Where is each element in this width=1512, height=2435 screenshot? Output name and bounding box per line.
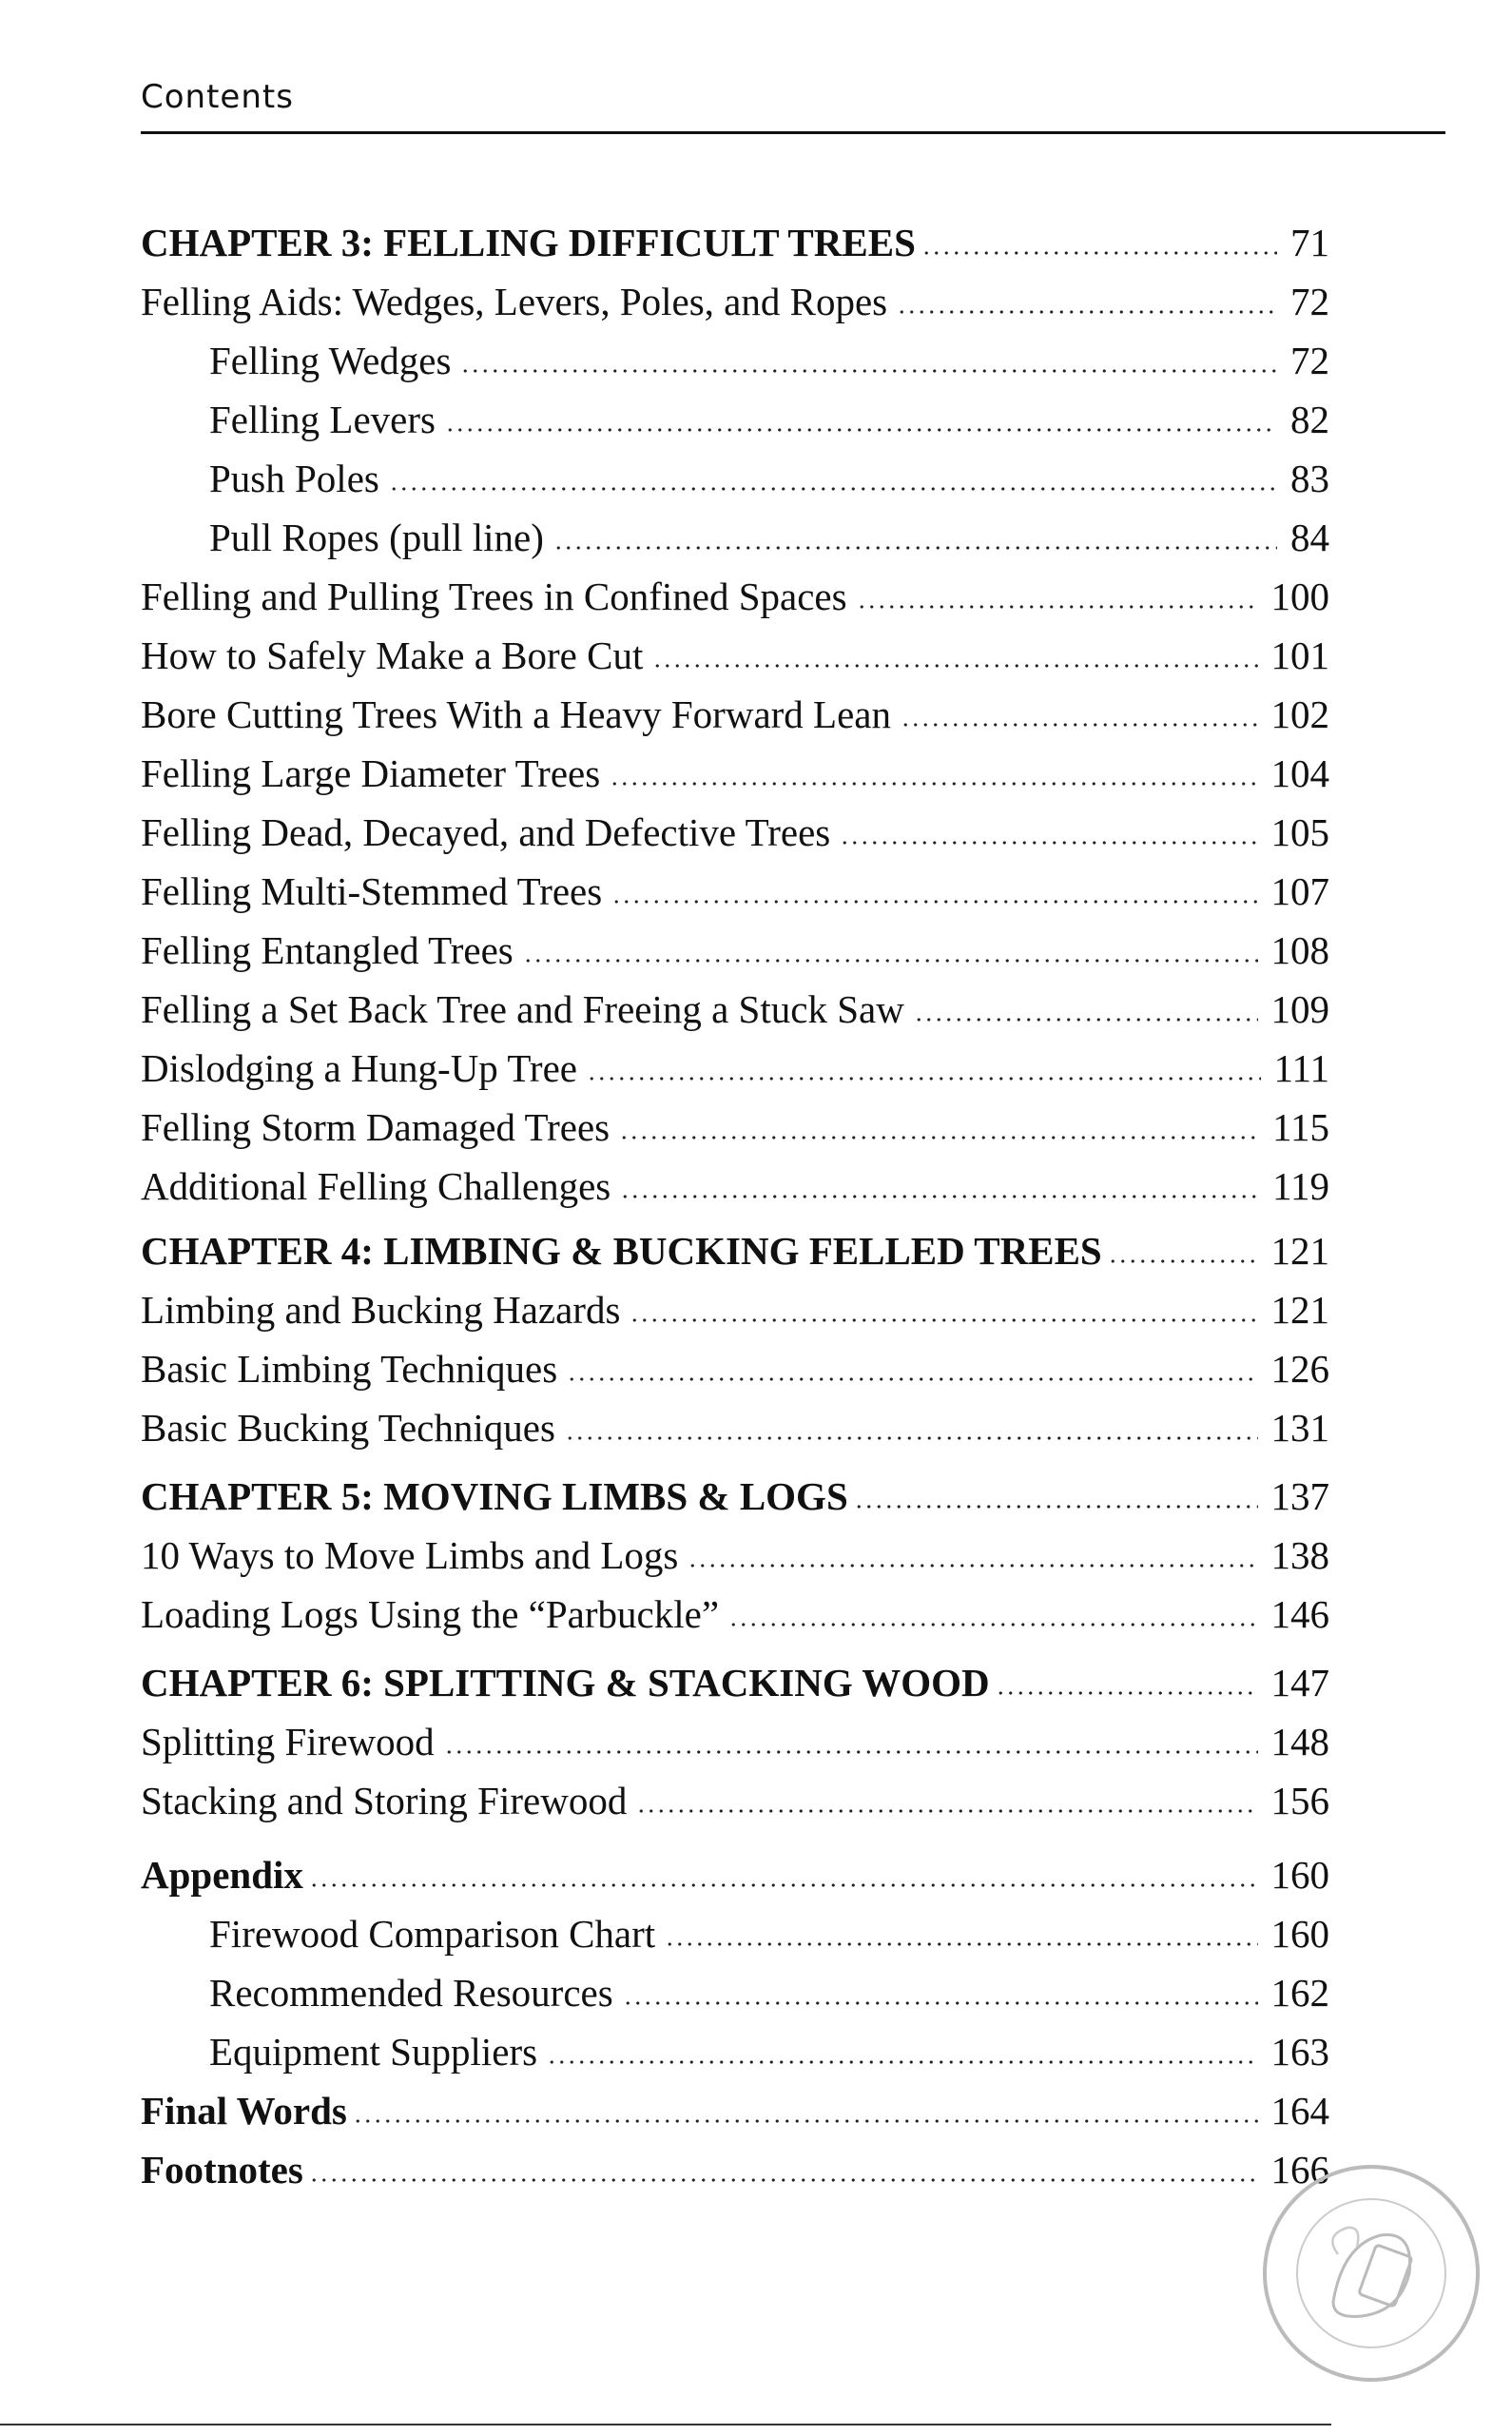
toc-page-number: 111 [1273,1046,1329,1090]
toc-page-number: 105 [1270,810,1329,854]
toc-entry [141,2083,1329,2138]
toc-page-number: 119 [1272,1164,1329,1208]
toc-page-number: 147 [1270,1661,1329,1704]
dot-leader [619,1133,1259,1142]
toc-entry [141,1100,1329,1155]
toc-entry-title: Final Words [141,2089,347,2133]
toc-page-number: 146 [1270,1592,1329,1636]
toc-entry-title: Equipment Suppliers [209,2030,538,2074]
dot-leader [460,366,1277,376]
dot-leader [728,1620,1257,1629]
dot-leader [309,1880,1258,1890]
dot-leader [553,543,1277,553]
toc-page-number: 115 [1272,1105,1329,1149]
toc-page-number: 83 [1290,457,1329,500]
toc-entry [141,2142,1329,2197]
dot-leader [309,2175,1258,2185]
toc-entry [141,1282,1329,1337]
toc-entry-title: Additional Felling Challenges [141,1164,611,1208]
dot-leader [547,2057,1257,2067]
toc-entry-title: Felling a Set Back Tree and Freeing a Stuck Saw [141,987,904,1031]
toc-page-number: 84 [1290,516,1329,559]
toc-page-number: 72 [1290,280,1329,323]
toc-entry-title: 10 Ways to Move Limbs and Logs [141,1533,679,1577]
toc-entry [141,1906,1329,1961]
toc-entry-title: How to Safely Make a Bore Cut [141,633,644,677]
toc-entry [141,628,1329,683]
toc-entry [141,1400,1329,1455]
toc-entry [141,1587,1329,1642]
toc-entry [141,569,1329,624]
toc-page-number: 121 [1270,1229,1329,1273]
toc-entry-title: Felling Levers [209,398,436,441]
toc-entry [141,274,1329,329]
dot-leader [1108,1256,1258,1266]
toc-page-number: 108 [1270,928,1329,972]
toc-page-number: 156 [1270,1779,1329,1822]
dot-leader [857,602,1258,612]
toc-page-number: 160 [1270,1912,1329,1956]
toc-entry [141,1041,1329,1096]
toc-page-number: 101 [1270,633,1329,677]
toc-chapter-heading [141,1223,1329,1278]
toc-page-number: 138 [1270,1533,1329,1577]
toc-entry-title: Basic Bucking Techniques [141,1406,555,1450]
dot-leader [636,1806,1257,1816]
dot-leader [523,956,1258,965]
toc-page-number: 164 [1270,2089,1329,2133]
toc-page-number: 160 [1270,1853,1329,1897]
bottom-rule [0,2424,1331,2425]
dot-leader [389,484,1277,494]
toc-entry-title: Felling Wedges [209,339,452,382]
toc-entry [141,923,1329,978]
toc-entry-title: Footnotes [141,2148,303,2192]
toc-entry-title: Loading Logs Using the “Parbuckle” [141,1592,720,1636]
toc-chapter-heading [141,215,1329,270]
toc-entry [141,864,1329,919]
toc-chapter-heading [141,1655,1329,1710]
toc-entry [141,510,1329,565]
toc-entry [141,392,1329,447]
toc-page-number: 72 [1290,339,1329,382]
toc-entry-title: Felling Dead, Decayed, and Defective Trees [141,810,831,854]
dot-leader [901,720,1258,730]
dot-leader [665,1939,1257,1949]
toc-entry [141,687,1329,742]
toc-page-number: 104 [1270,751,1329,795]
dot-leader [897,307,1277,317]
toc-entry-title: CHAPTER 5: MOVING LIMBS & LOGS [141,1474,848,1518]
toc-entry-title: Pull Ropes (pull line) [209,516,544,559]
toc-page-number: 126 [1270,1347,1329,1391]
toc-entry-title: Splitting Firewood [141,1720,435,1763]
toc-page-number: 163 [1270,2030,1329,2074]
toc-entry [141,1341,1329,1396]
toc-page-number: 137 [1270,1474,1329,1518]
toc-entry-title: Dislodging a Hung-Up Tree [141,1046,577,1090]
toc-entry-title: CHAPTER 3: FELLING DIFFICULT TREES [141,221,916,264]
dot-leader [353,2116,1258,2126]
toc-entry-title: Push Poles [209,457,379,500]
toc-entry [141,982,1329,1037]
toc-entry [141,805,1329,860]
toc-entry-title: Appendix [141,1853,303,1897]
toc-entry-title: CHAPTER 6: SPLITTING & STACKING WOOD [141,1661,990,1704]
toc-page-number: 166 [1270,2148,1329,2192]
toc-entry [141,451,1329,506]
toc-page-number: 148 [1270,1720,1329,1763]
dot-leader [445,425,1277,435]
toc-entry-title: Felling Storm Damaged Trees [141,1105,611,1149]
dot-leader [630,1315,1257,1325]
toc-entry-title: Recommended Resources [209,1971,613,2015]
toc-page-number: 100 [1270,575,1329,618]
toc-entry [141,1528,1329,1583]
dot-leader [623,1998,1258,2008]
dot-leader [854,1502,1258,1511]
dot-leader [996,1688,1258,1698]
dot-leader [620,1192,1259,1201]
dot-leader [921,248,1277,258]
toc-entry-title: Limbing and Bucking Hazards [141,1288,621,1332]
dot-leader [565,1433,1258,1443]
dot-leader [840,838,1257,847]
dot-leader [610,779,1257,789]
toc-entry-title: Stacking and Storing Firewood [141,1779,628,1822]
toc-entry [141,746,1329,801]
toc-entry [141,1159,1329,1214]
toc-page-number: 121 [1270,1288,1329,1332]
toc-page-number: 162 [1270,1971,1329,2015]
toc-entry-title: Felling Multi-Stemmed Trees [141,869,603,913]
toc-page-number: 131 [1270,1406,1329,1450]
toc-entry-title: Felling Aids: Wedges, Levers, Poles, and Ropes [141,280,888,323]
watermark-seal-icon [1257,2159,1485,2387]
toc-page-number: 102 [1270,692,1329,736]
toc-entry-title: CHAPTER 4: LIMBING & BUCKING FELLED TREES [141,1229,1102,1273]
toc-entry [141,1847,1329,1902]
dot-leader [587,1074,1261,1083]
dot-leader [567,1374,1257,1384]
running-header: Contents [141,78,294,116]
dot-leader [444,1747,1258,1757]
toc-entry [141,1773,1329,1828]
toc-entry-title: Bore Cutting Trees With a Heavy Forward Lean [141,692,891,736]
toc-entry [141,2024,1329,2079]
toc-entry-title: Felling and Pulling Trees in Confined Spaces [141,575,847,618]
toc-entry-title: Felling Entangled Trees [141,928,514,972]
toc-entry-title: Felling Large Diameter Trees [141,751,601,795]
toc-page-number: 109 [1270,987,1329,1031]
toc-chapter-heading [141,1469,1329,1524]
toc-page-number: 71 [1290,221,1329,264]
header-rule [141,131,1445,134]
dot-leader [914,1015,1258,1024]
dot-leader [611,897,1257,906]
toc-entry [141,1714,1329,1769]
toc-entry [141,333,1329,388]
toc-entry-title: Basic Limbing Techniques [141,1347,558,1391]
toc-entry [141,1965,1329,2020]
dot-leader [652,661,1257,671]
toc-page-number: 107 [1270,869,1329,913]
dot-leader [688,1561,1257,1570]
toc-entry-title: Firewood Comparison Chart [209,1912,656,1956]
toc-page-number: 82 [1290,398,1329,441]
